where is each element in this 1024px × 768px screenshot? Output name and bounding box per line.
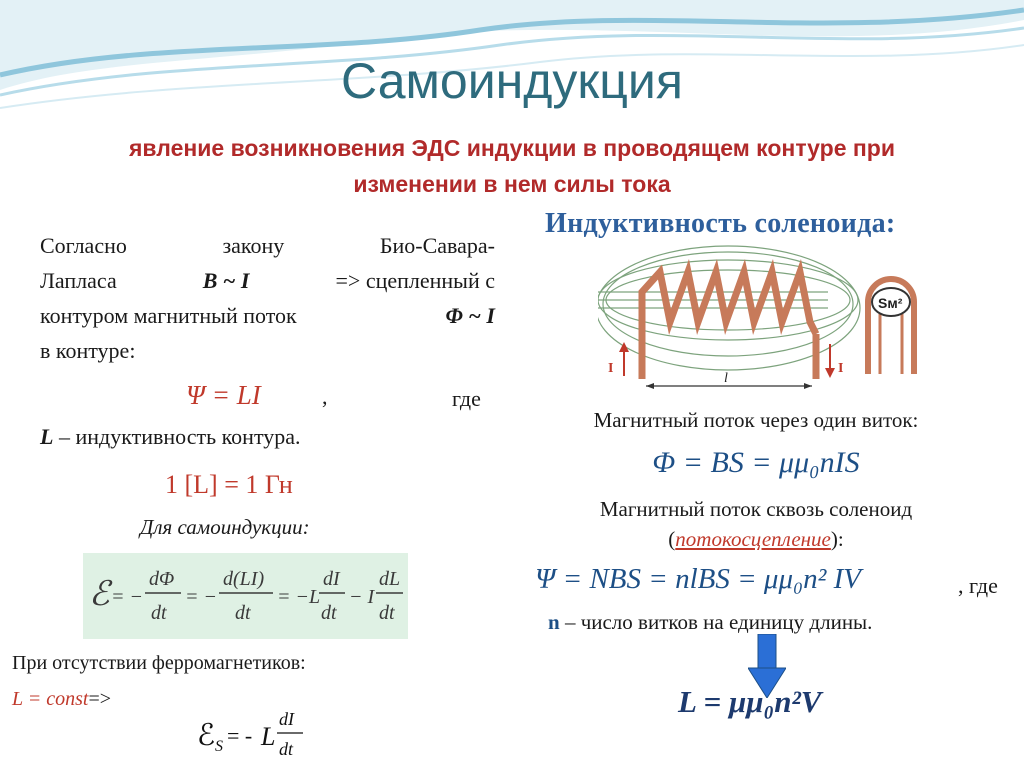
where-word: где: [452, 386, 481, 411]
svg-text:dΦ: dΦ: [149, 568, 175, 590]
para-line-2: [40, 263, 495, 298]
svg-text:d(LI): d(LI): [223, 568, 265, 590]
length-label: l: [724, 371, 728, 386]
b-proportional-i: B ~ I: [202, 268, 250, 293]
n-definition-text: – число витков на единицу длины.: [559, 610, 873, 634]
flux-proportional-i: Φ ~ I: [445, 303, 495, 328]
svg-text:L: L: [261, 722, 276, 751]
svg-text:dI: dI: [323, 568, 340, 590]
flux-linkage-line: [500, 527, 1012, 552]
area-label: Sм²: [878, 295, 903, 311]
para-word: закону: [222, 233, 285, 258]
para-line-4: в контуре:: [40, 338, 136, 363]
para-word: Био-Савара-: [379, 233, 495, 258]
l-symbol: L: [40, 424, 54, 449]
l-const-line: [12, 688, 111, 711]
svg-text:= −: = −: [185, 586, 217, 608]
psi-li-formula: Ψ = LI: [186, 380, 261, 410]
flux-solenoid-text: Магнитный поток сквозь соленоид: [599, 497, 913, 521]
n-symbol: n: [548, 610, 560, 634]
slide-subtitle: [0, 130, 1024, 202]
para-word: => сцепленный с: [335, 268, 495, 293]
subtitle-line-1: явление возникновения ЭДС индукции в проводящем контуре при: [129, 135, 895, 161]
current-label-left: I: [608, 361, 614, 376]
self-induction-caption: Для самоиндукции:: [140, 515, 310, 539]
svg-text:dt: dt: [321, 602, 337, 624]
solenoid-inductance-title: Индуктивность соленоида:: [545, 208, 896, 239]
svg-text:dL: dL: [379, 568, 401, 590]
comma: ,: [322, 384, 328, 409]
emf-formula-box: [83, 553, 408, 639]
svg-text:dt: dt: [235, 602, 251, 624]
no-ferromagnetics-text: При отсутствии ферромагнетиков:: [12, 652, 306, 674]
es-formula-graphic: [195, 705, 320, 763]
para-word: Согласно: [40, 233, 127, 258]
svg-text:= −: = −: [111, 586, 143, 608]
svg-text:dt: dt: [379, 602, 395, 624]
solenoid-inductance-formula: L = μμ₀n²V: [678, 684, 822, 719]
self-emf-formula: [195, 705, 320, 763]
para-line-1: [40, 228, 495, 263]
subtitle-line-2: изменении в нем силы тока: [353, 171, 671, 197]
svg-text:dI: dI: [279, 709, 294, 729]
svg-text:ℰ: ℰ: [89, 576, 110, 613]
l-definition-text: – индуктивность контура.: [53, 424, 301, 449]
svg-text:ℰ: ℰ: [197, 719, 216, 752]
current-label-right: I: [838, 361, 844, 376]
svg-text:S: S: [215, 738, 223, 755]
svg-text:− I: − I: [349, 586, 375, 608]
flux-one-turn-text: Магнитный поток через один виток:: [593, 408, 919, 432]
l-const: L = const: [12, 688, 89, 710]
svg-text:dt: dt: [151, 602, 167, 624]
paren-close: ):: [830, 527, 844, 551]
flux-linkage-term: потокосцепление: [675, 527, 831, 551]
para-word: Лапласа: [40, 268, 117, 293]
emf-formula-graphic: [83, 553, 408, 639]
flux-linkage-formula: Ψ = NBS = nlBS = μμ₀n² IV: [535, 563, 861, 595]
svg-text:= −L: = −L: [277, 586, 321, 608]
svg-text:dt: dt: [279, 739, 294, 759]
n-definition: [548, 610, 872, 635]
slide-title: Самоиндукция: [341, 53, 683, 109]
where-word-right: , где: [958, 573, 998, 598]
biot-savart-paragraph: [40, 228, 495, 368]
henry-unit: 1 [L] = 1 Гн: [165, 470, 293, 499]
coil-winding: [642, 272, 816, 334]
inductance-definition: [40, 424, 301, 450]
paren-open: (: [668, 527, 676, 551]
para-word: контуром магнитный поток: [40, 303, 297, 328]
para-line-3: [40, 298, 495, 333]
solenoid-diagram: [598, 244, 938, 404]
implies-arrow: =>: [88, 688, 112, 710]
svg-text:= -: = -: [227, 723, 253, 748]
flux-one-turn-formula: Φ = BS = μμ₀nIS: [652, 446, 860, 479]
